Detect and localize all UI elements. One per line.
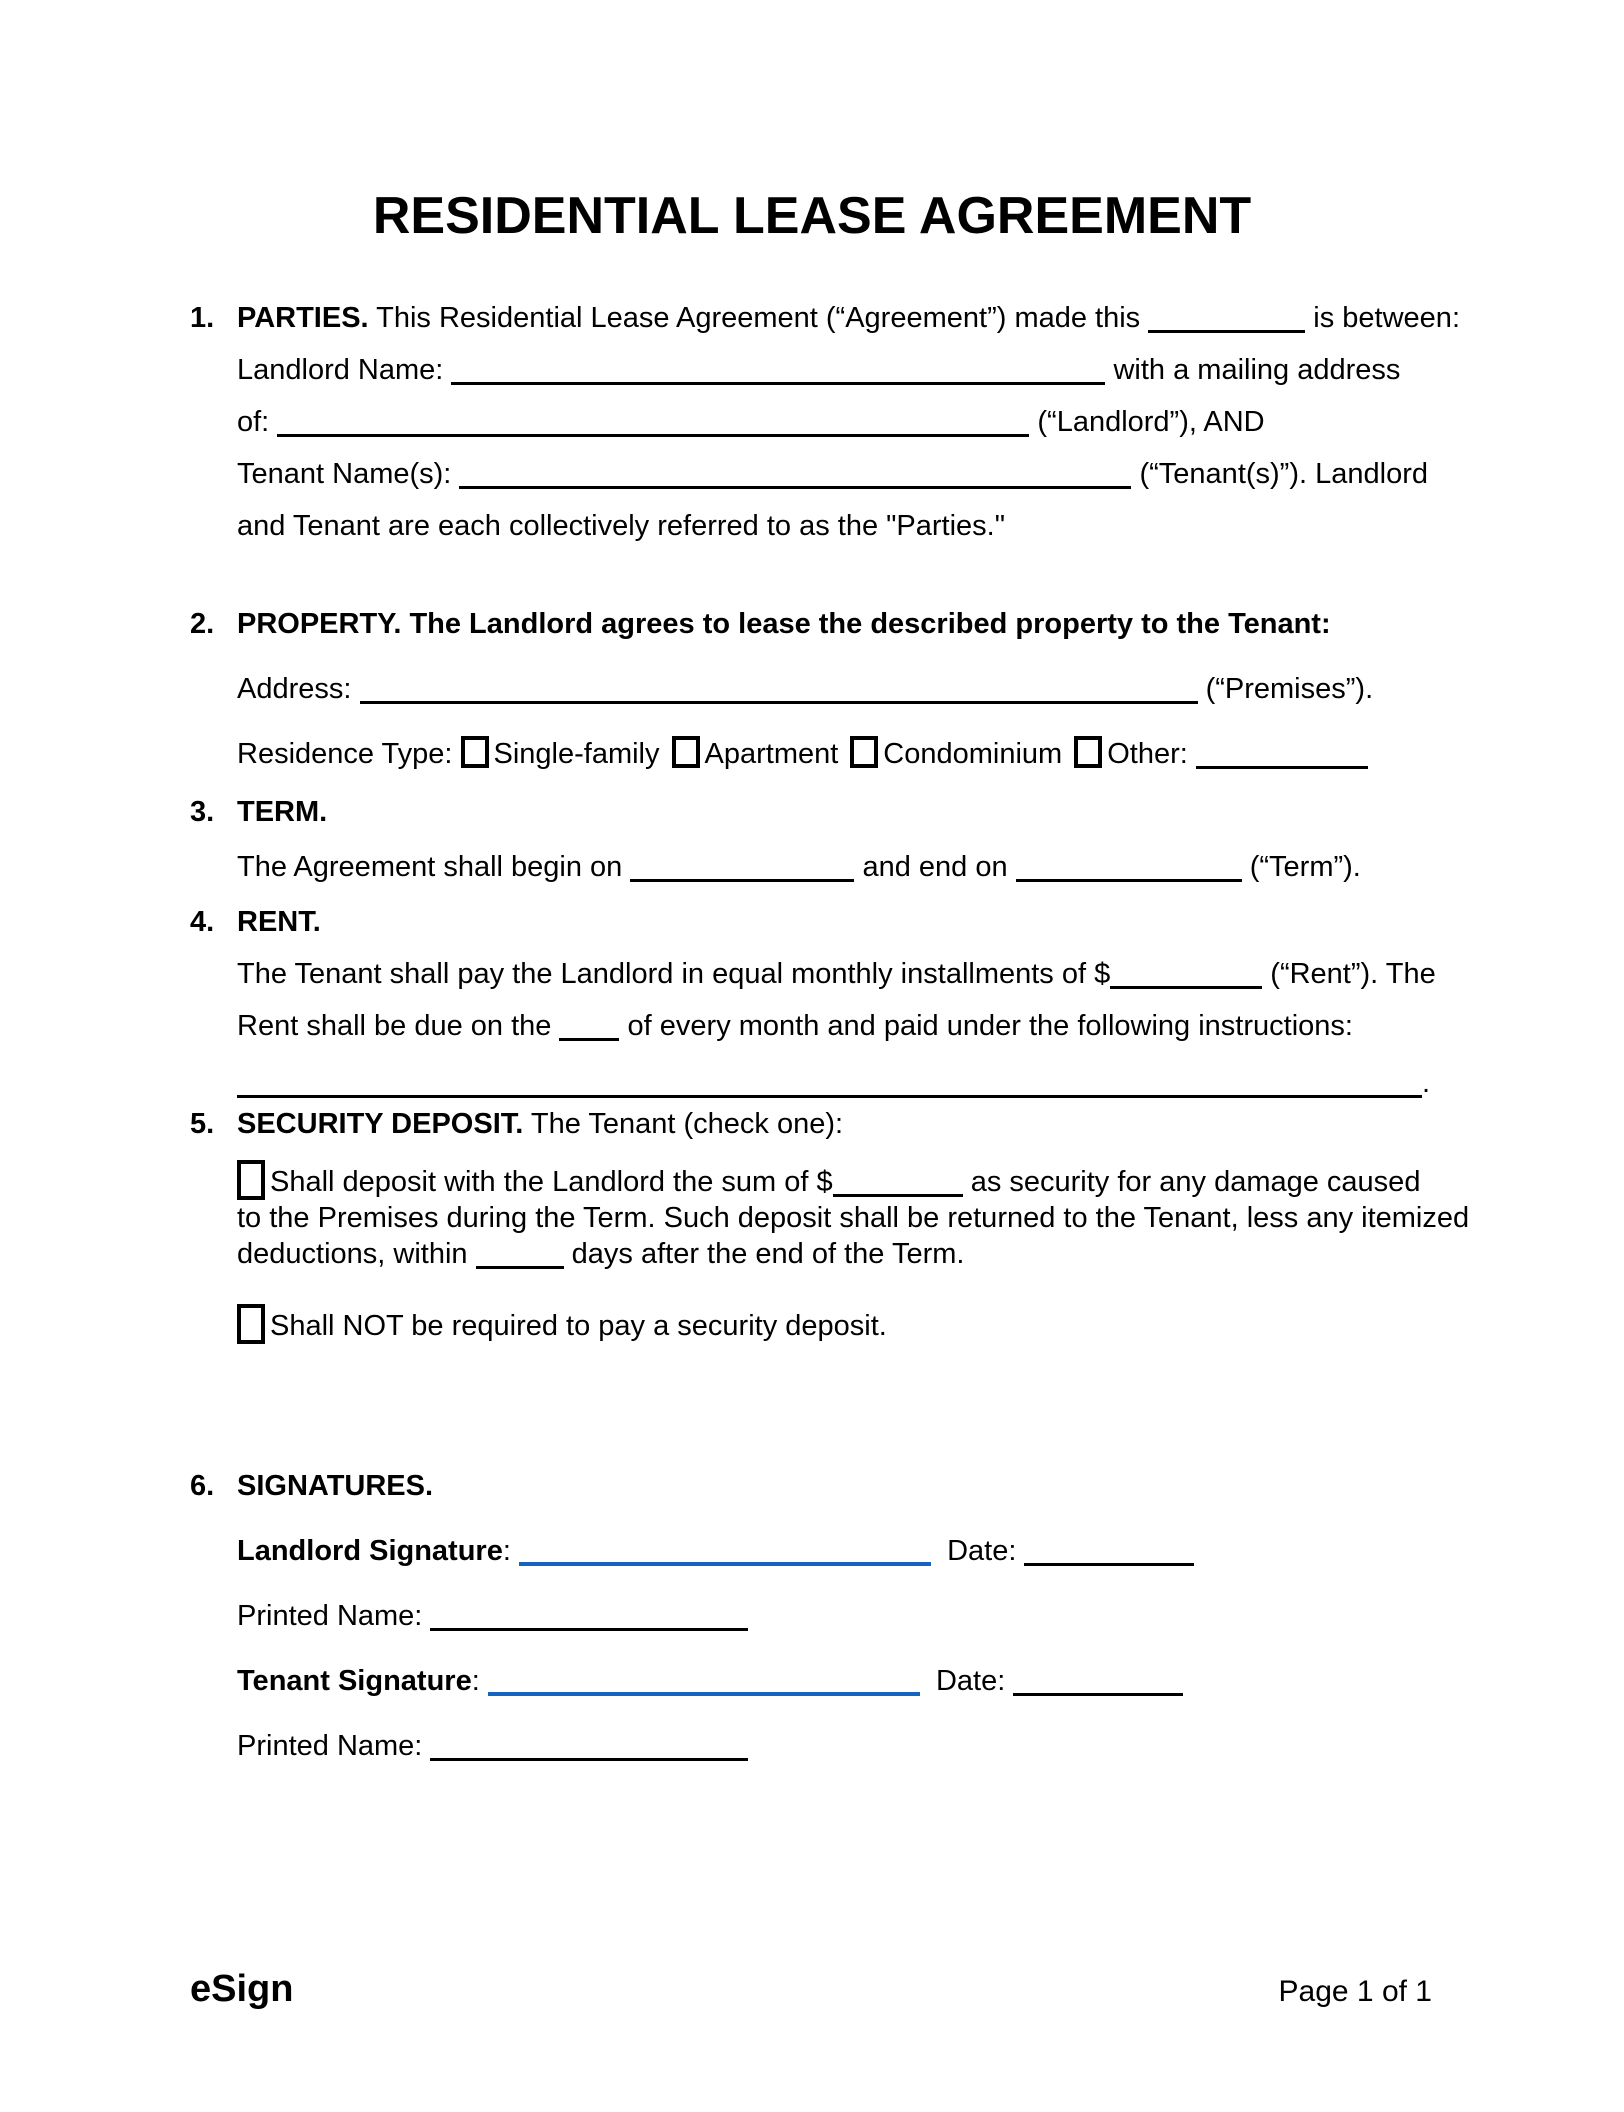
landlord-name-blank[interactable] xyxy=(451,375,1105,385)
landlord-printed-name-blank[interactable] xyxy=(430,1621,748,1631)
term-start-blank[interactable] xyxy=(630,872,854,882)
section-number: 3. xyxy=(190,796,215,828)
section-number: 6. xyxy=(190,1470,215,1502)
landlord-signature-label: Landlord Signature xyxy=(237,1535,503,1567)
colon: : xyxy=(502,1535,511,1567)
option-apartment-label: Apartment xyxy=(704,738,839,770)
landlord-printed-name-label: Printed Name: xyxy=(237,1600,423,1632)
term-post: (“Term”). xyxy=(1249,851,1361,883)
landlord-name-line xyxy=(237,344,1460,396)
landlord-address-post: (“Landlord”), AND xyxy=(1037,406,1265,438)
deposit-heading-line xyxy=(237,1098,1469,1150)
parties-intro-post: is between: xyxy=(1313,302,1460,334)
parties-closing-line: and Tenant are each collectively referred to as the "Parties." xyxy=(237,510,1006,542)
tenant-printed-name-row xyxy=(237,1720,1440,1772)
tenant-signature-row xyxy=(237,1655,1440,1707)
deposit-option-required xyxy=(237,1160,1469,1272)
parties-intro-pre: This Residential Lease Agreement (“Agreement”) made this xyxy=(376,302,1141,334)
section-number: 2. xyxy=(190,608,215,640)
checkbox-no-deposit[interactable] xyxy=(237,1304,265,1344)
tenant-name-post: (“Tenant(s)”). Landlord xyxy=(1139,458,1428,490)
section-number: 4. xyxy=(190,906,215,938)
tenant-date-label: Date: xyxy=(935,1665,1006,1697)
document-title: RESIDENTIAL LEASE AGREEMENT xyxy=(372,187,1252,245)
page-footer xyxy=(190,1968,1432,2011)
deposit-days-pre: deductions, within xyxy=(237,1238,468,1270)
deposit-opt1-pre: Shall deposit with the Landlord the sum of $ xyxy=(270,1166,833,1198)
tenant-printed-name-label: Printed Name: xyxy=(237,1730,423,1762)
colon: : xyxy=(471,1665,480,1697)
checkbox-single-family[interactable] xyxy=(461,736,489,768)
deposit-option-not-required xyxy=(237,1300,1469,1352)
signatures-heading: SIGNATURES. xyxy=(237,1470,434,1502)
section-signatures xyxy=(190,1460,1440,1772)
landlord-name-label: Landlord Name: xyxy=(237,354,444,386)
landlord-address-label: of: xyxy=(237,406,270,438)
option-other-label: Other: xyxy=(1107,738,1188,770)
landlord-signature-row xyxy=(237,1525,1440,1577)
section-number: 5. xyxy=(190,1108,215,1140)
term-pre: The Agreement shall begin on xyxy=(237,851,623,883)
section-term xyxy=(190,786,1440,893)
residence-other-blank[interactable] xyxy=(1196,759,1368,769)
deposit-days-post: days after the end of the Term. xyxy=(571,1238,965,1270)
rent-due-post: of every month and paid under the following instructions: xyxy=(627,1010,1353,1042)
section-property xyxy=(190,598,1440,780)
deposit-amount-blank[interactable] xyxy=(833,1187,963,1197)
checkbox-deposit-required[interactable] xyxy=(237,1160,265,1200)
checkbox-apartment[interactable] xyxy=(672,736,700,768)
option-condominium-label: Condominium xyxy=(883,738,1063,770)
option-single-family-label: Single-family xyxy=(493,738,660,770)
deposit-opt2-label: Shall NOT be required to pay a security deposit. xyxy=(270,1310,887,1342)
property-heading: PROPERTY. xyxy=(237,608,402,640)
rent-due-pre: Rent shall be due on the xyxy=(237,1010,552,1042)
parties-heading: PARTIES. xyxy=(237,302,369,334)
property-address-post: (“Premises”). xyxy=(1205,673,1374,705)
tenant-name-line xyxy=(237,448,1460,500)
term-heading: TERM. xyxy=(237,796,328,828)
deposit-heading: SECURITY DEPOSIT. xyxy=(237,1108,524,1140)
residence-type-line xyxy=(237,728,1440,780)
term-line xyxy=(237,841,1440,893)
section-rent xyxy=(190,896,1440,1109)
rent-heading: RENT. xyxy=(237,906,321,938)
rent-amount-line xyxy=(237,948,1440,1000)
payment-instructions-blank[interactable] xyxy=(237,1088,1422,1098)
deposit-option1-line1 xyxy=(237,1160,1469,1200)
property-address-label: Address: xyxy=(237,673,352,705)
parties-intro-line xyxy=(237,292,1460,344)
checkbox-other[interactable] xyxy=(1074,736,1102,768)
landlord-address-line xyxy=(237,396,1460,448)
rent-amount-blank[interactable] xyxy=(1110,979,1262,989)
deposit-option1-line2: to the Premises during the Term. Such deposit shall be returned to the Tenant, less any itemized xyxy=(237,1202,1470,1234)
tenant-date-blank[interactable] xyxy=(1013,1686,1183,1696)
page-number: Page 1 of 1 xyxy=(1278,1975,1432,2008)
landlord-date-label: Date: xyxy=(947,1535,1017,1567)
tenant-name-label: Tenant Name(s): xyxy=(237,458,452,490)
term-end-blank[interactable] xyxy=(1016,872,1242,882)
deposit-option1-line3 xyxy=(237,1236,1469,1272)
section-security-deposit xyxy=(190,1098,1470,1352)
deposit-opt1-post: as security for any damage caused xyxy=(970,1166,1421,1198)
landlord-date-blank[interactable] xyxy=(1024,1556,1194,1566)
landlord-printed-name-row xyxy=(237,1590,1440,1642)
landlord-address-blank[interactable] xyxy=(277,427,1029,437)
term-mid: and end on xyxy=(862,851,1008,883)
landlord-signature-line[interactable] xyxy=(519,1556,931,1566)
tenant-signature-line[interactable] xyxy=(488,1686,920,1696)
section-parties xyxy=(190,292,1460,552)
deposit-heading-rest: The Tenant (check one): xyxy=(530,1108,844,1140)
agreement-date-blank[interactable] xyxy=(1148,323,1305,333)
tenant-name-blank[interactable] xyxy=(459,479,1131,489)
rent-amount-post: (“Rent”). The xyxy=(1270,958,1436,990)
landlord-name-post: with a mailing address xyxy=(1113,354,1401,386)
instructions-period: . xyxy=(1422,1067,1431,1099)
rent-due-line xyxy=(237,1000,1440,1052)
esign-logo: eSign xyxy=(190,1968,294,2010)
property-address-line xyxy=(237,663,1440,715)
property-heading-rest: The Landlord agrees to lease the described property to the Tenant: xyxy=(409,608,1331,640)
property-heading-line xyxy=(237,598,1440,650)
rent-due-day-blank[interactable] xyxy=(559,1031,619,1041)
checkbox-condominium[interactable] xyxy=(850,736,878,768)
residence-type-label: Residence Type: xyxy=(237,738,453,770)
section-number: 1. xyxy=(190,302,215,334)
rent-amount-pre: The Tenant shall pay the Landlord in equal monthly installments of $ xyxy=(237,958,1111,990)
tenant-printed-name-blank[interactable] xyxy=(430,1751,748,1761)
deposit-days-blank[interactable] xyxy=(476,1259,564,1269)
tenant-signature-label: Tenant Signature xyxy=(237,1665,472,1697)
property-address-blank[interactable] xyxy=(360,694,1198,704)
